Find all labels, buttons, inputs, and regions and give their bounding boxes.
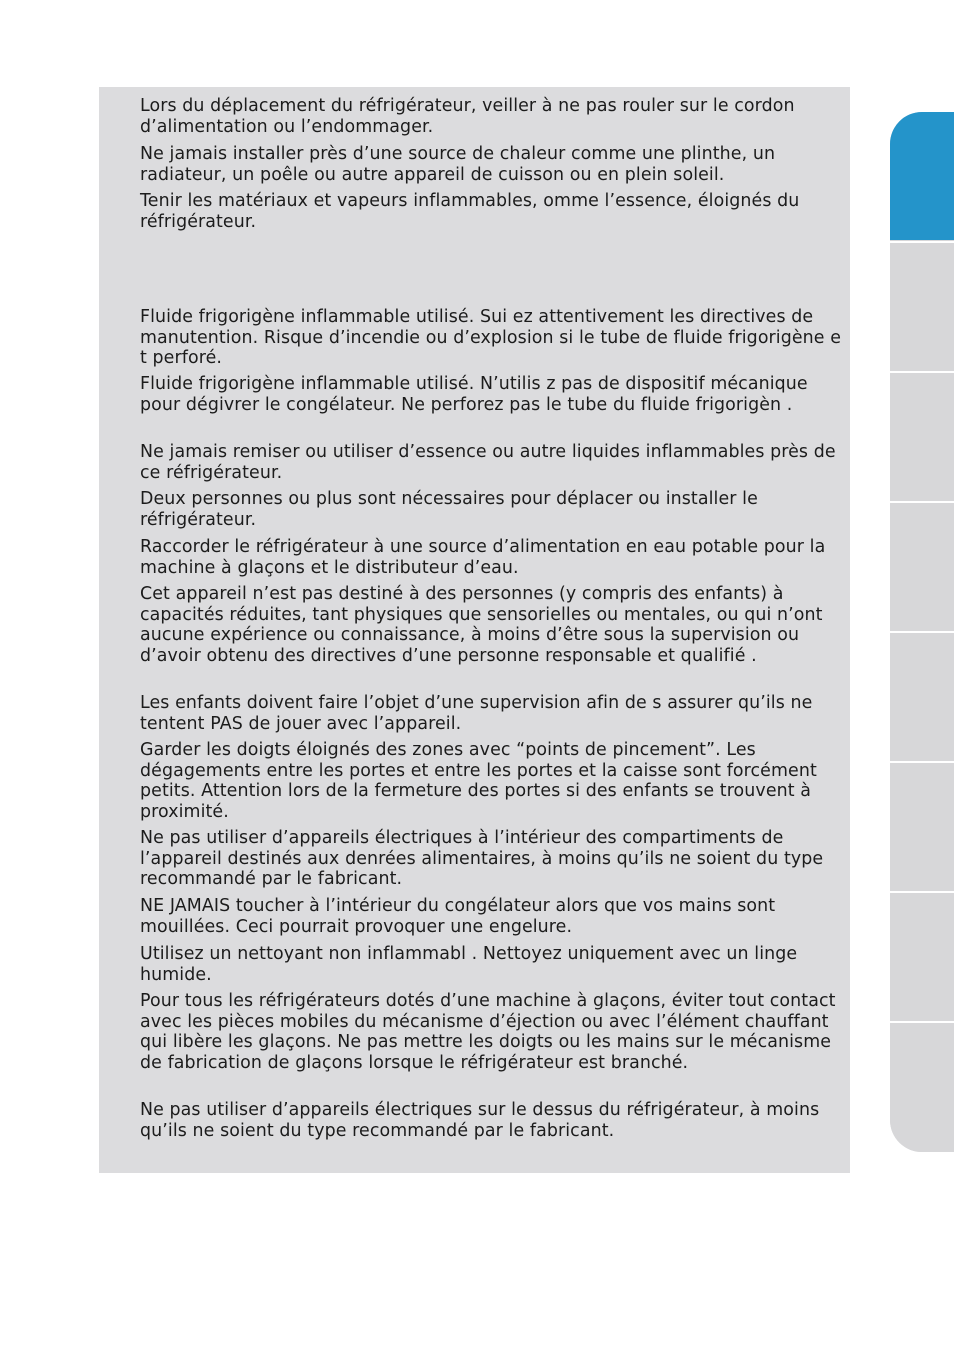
warning-paragraph-5: Fluide frigorigène inflammable utilisé. N’utilis z pas de dispositif mécanique pour dégivrer le congélateur. Ne perforez pas le tube du fluide frigorigèn . [140, 374, 808, 415]
warning-paragraph-3: Tenir les matériaux et vapeurs inflammables, omme l’essence, éloignés du réfrigérateur. [140, 191, 800, 232]
warning-paragraph-16: Ne pas utiliser d’appareils électriques sur le dessus du réfrigérateur, à moins qu’ils ne soient du type recommandé par le fabricant. [140, 1100, 820, 1141]
section-tab-7[interactable] [890, 893, 954, 1021]
section-tab-8[interactable] [890, 1023, 954, 1152]
section-tabs [890, 112, 954, 1152]
section-tab-5[interactable] [890, 633, 954, 761]
section-tab-4[interactable] [890, 503, 954, 631]
warning-paragraph-10: Les enfants doivent faire l’objet d’une supervision afin de s assurer qu’ils ne tentent PAS de jouer avec l’appareil. [140, 693, 813, 734]
section-tab-2[interactable] [890, 243, 954, 371]
warning-paragraph-13: NE JAMAIS toucher à l’intérieur du congélateur alors que vos mains sont mouillées. Ceci pourrait provoquer une engelure. [140, 896, 776, 937]
warning-paragraph-2: Ne jamais installer près d’une source de chaleur comme une plinthe, un radiateur, un poêle ou autre appareil de cuisson ou en plein soleil. [140, 144, 776, 185]
warning-paragraph-1: Lors du déplacement du réfrigérateur, veiller à ne pas rouler sur le cordon d’alimentation ou l’endommager. [140, 96, 795, 137]
warning-paragraph-12: Ne pas utiliser d’appareils électriques à l’intérieur des compartiments de l’appareil destinés aux denrées alimentaires, à moins qu’ils ne soient du type recommandé par le fabricant. [140, 828, 824, 890]
section-tab-6[interactable] [890, 763, 954, 891]
section-tab-1[interactable] [890, 112, 954, 240]
warning-paragraph-7: Deux personnes ou plus sont nécessaires pour déplacer ou installer le réfrigérateur. [140, 489, 758, 530]
warning-paragraph-4: Fluide frigorigène inflammable utilisé. Sui ez attentivement les directives de manutention. Risque d’incendie ou d’explosion si le tube de fluide frigorigène e t perforé. [140, 307, 842, 369]
warning-paragraph-14: Utilisez un nettoyant non inflammabl . Nettoyez uniquement avec un linge humide. [140, 944, 798, 985]
warning-paragraph-15: Pour tous les réfrigérateurs dotés d’une machine à glaçons, éviter tout contact avec les pièces mobiles du mécanisme d’éjection ou avec l’élément chauffant qui libère les glaçons. Ne pas mettre les doigts ou les mains sur le mécanisme de fabrication de glaçons lorsque le réfrigérateur est branché. [140, 991, 836, 1073]
warning-paragraph-9: Cet appareil n’est pas destiné à des personnes (y compris des enfants) à capacités réduites, tant physiques que sensorielles ou mentales, ou qui n’ont aucune expérience ou connaissance, à moins d’être sous la supervision ou d’avoir obtenu des directives d’une personne responsable et qualifié . [140, 584, 823, 666]
warning-paragraph-6: Ne jamais remiser ou utiliser d’essence ou autre liquides inflammables près de ce réfrigérateur. [140, 442, 836, 483]
section-tab-3[interactable] [890, 373, 954, 501]
warning-paragraph-11: Garder les doigts éloignés des zones avec “points de pincement”. Les dégagements entre les portes et entre les portes et la caisse sont forcément petits. Attention lors de la fermeture des portes si des enfants se trouvent à proximité. [140, 740, 817, 822]
warning-paragraph-8: Raccorder le réfrigérateur à une source d’alimentation en eau potable pour la machine à glaçons et le distributeur d’eau. [140, 537, 826, 578]
